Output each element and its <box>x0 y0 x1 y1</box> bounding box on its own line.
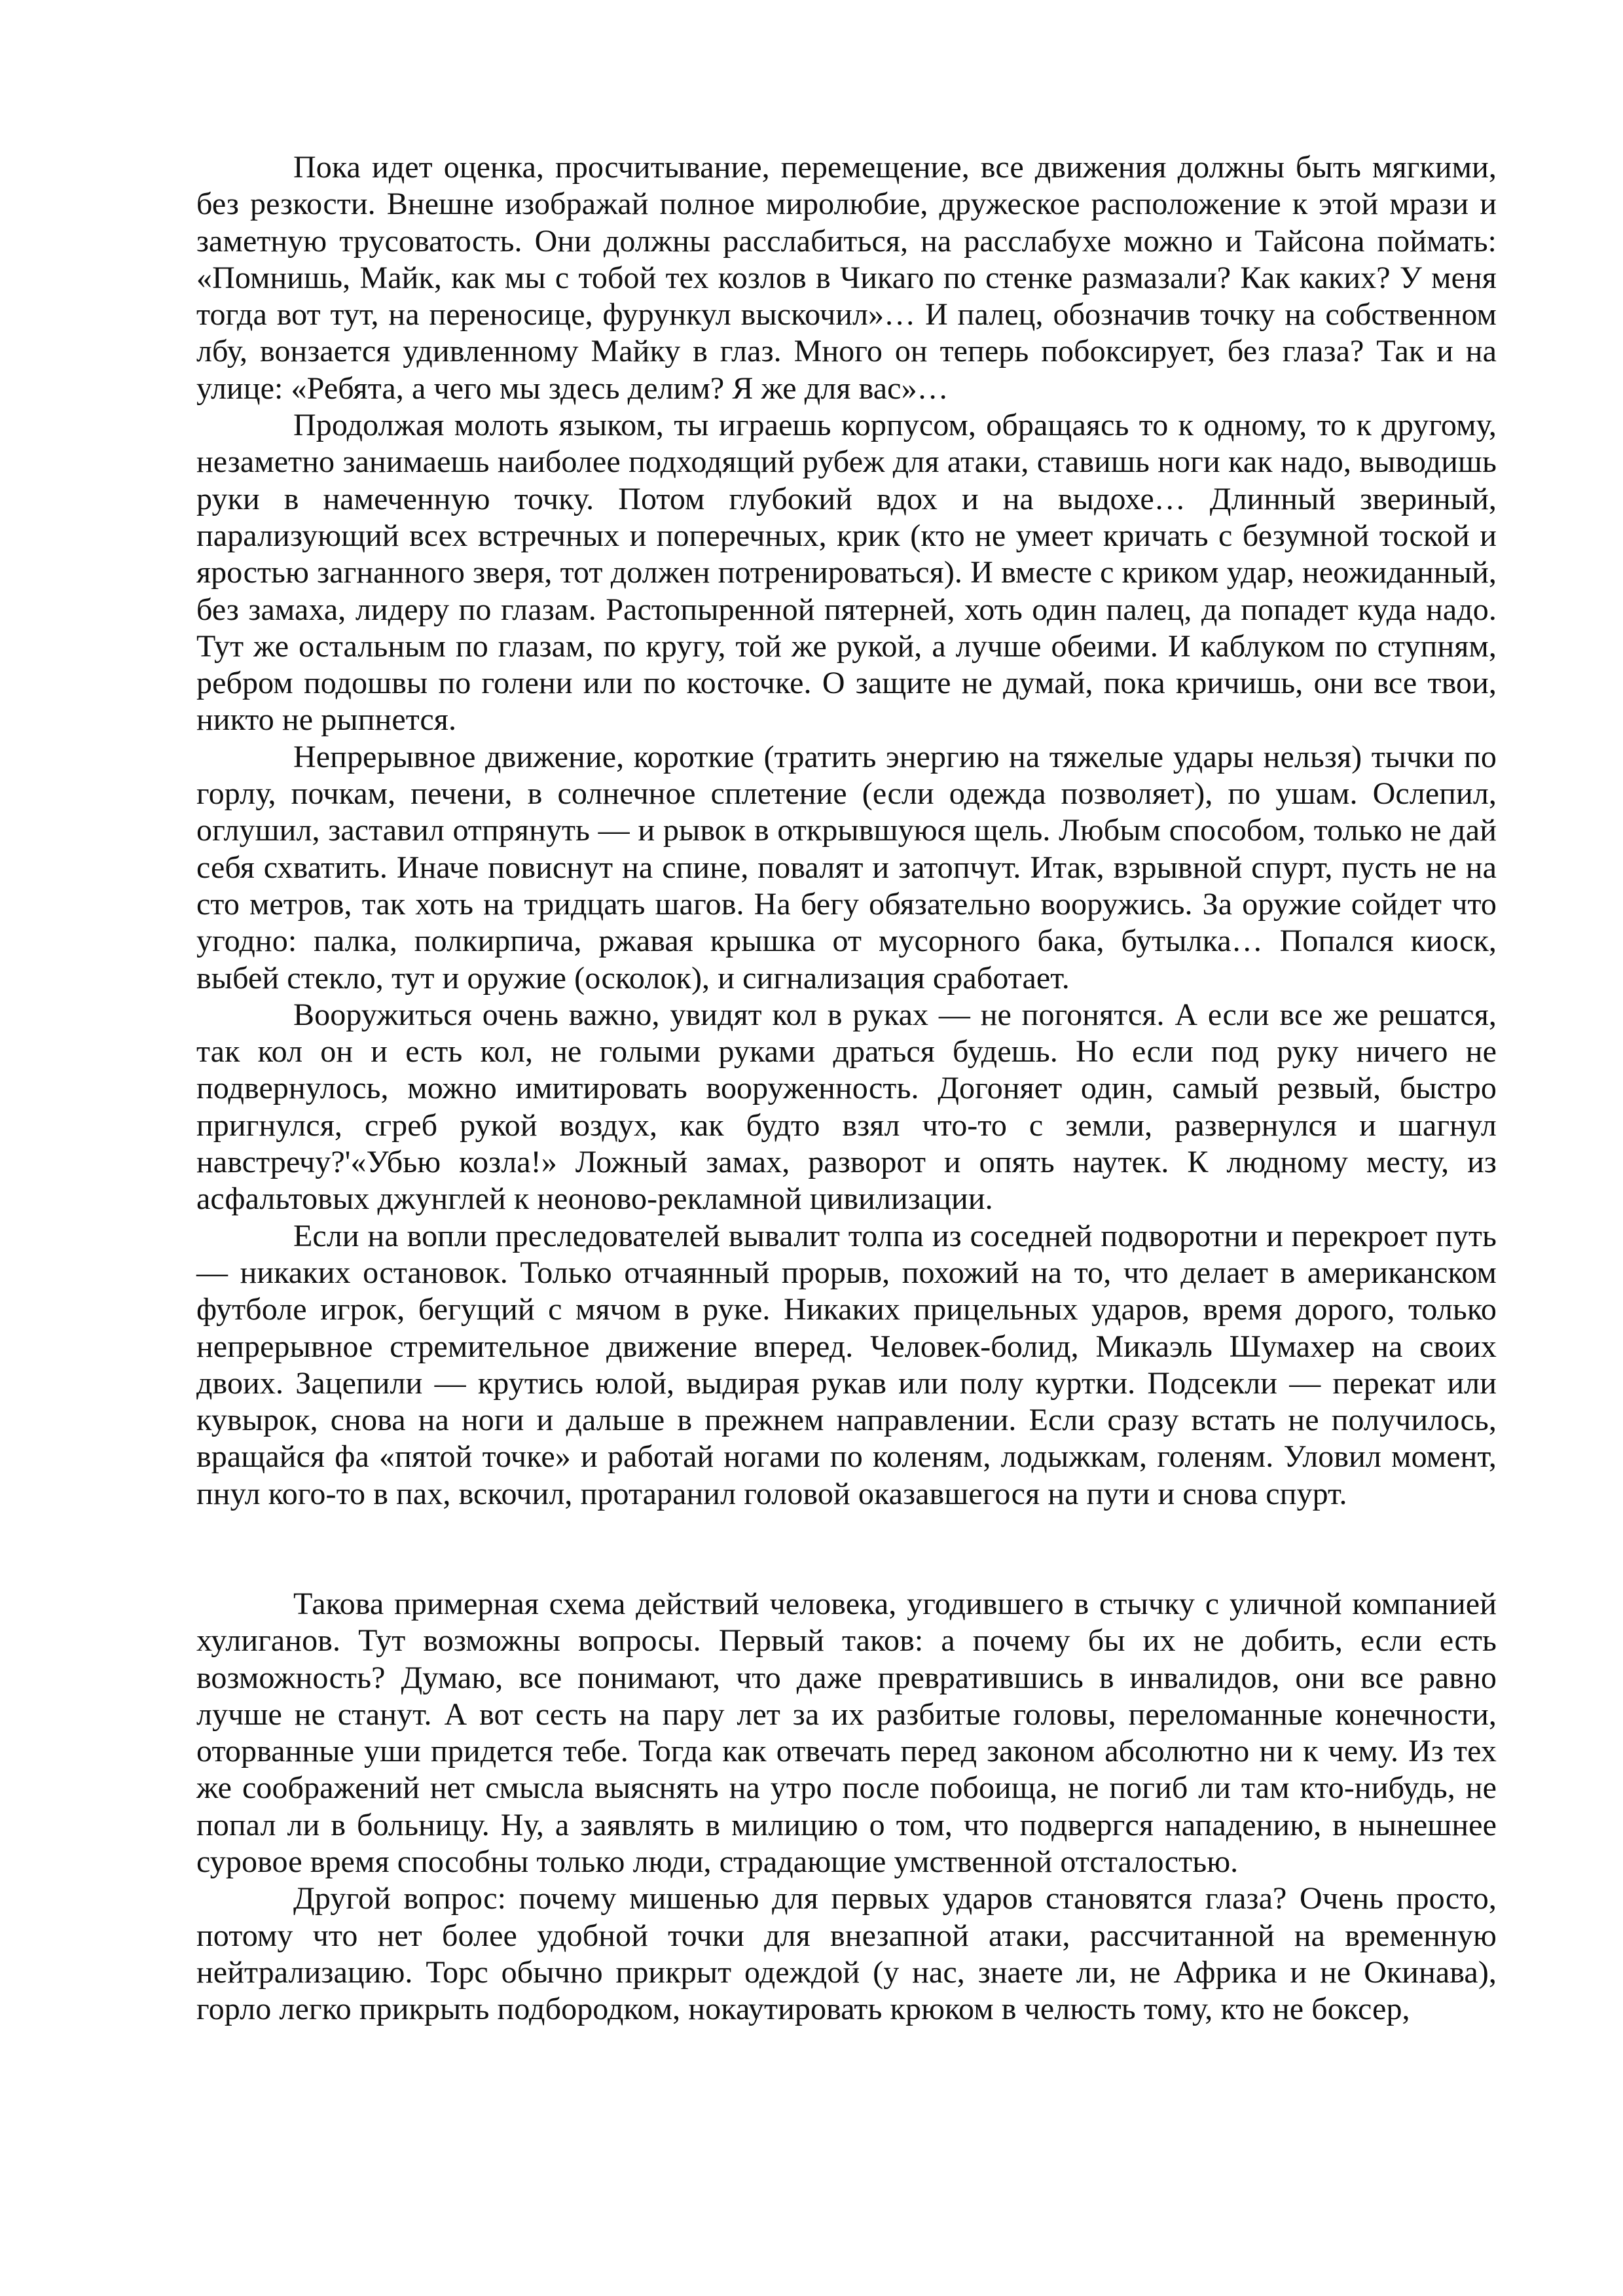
paragraph: Другой вопрос: почему мишенью для первых ударов становятся глаза? Очень просто, потому что нет более удобной точки для внезапной атаки, рассчитанной на временную нейтрализацию. Торс обычно прикрыт одеждой (у нас, знаете ли, не Африка и не Окинава), горло легко прикрыть подбородком, нокаутировать крюком в челюсть тому, кто не боксер, <box>196 1881 1497 2027</box>
paragraph: Вооружиться очень важно, увидят кол в руках — не погонятся. А если все же решатся, так кол он и есть кол, не голыми руками драться будешь. Но если под руку ничего не подвернулось, можно имитировать вооруженность. Догоняет один, самый резвый, быстро пригнулся, сгреб рукой воздух, как будто взял что-то с земли, развернулся и шагнул навстречу?'«Убью козла!» Ложный замах, разворот и опять наутек. К людному месту, из асфальтовых джунглей к неоново-рекламной цивилизации. <box>196 997 1497 1217</box>
paragraph: Такова примерная схема действий человека, угодившего в стычку с уличной компанией хулиганов. Тут возможны вопросы. Первый таков: а почему бы их не добить, если есть возможность? Думаю, все понимают, что даже превратившись в инвалидов, они все равно лучше не станут. А вот сесть на пару лет за их разбитые головы, переломанные конечности, оторванные уши придется тебе. Тогда как отвечать перед законом абсолютно ни к чему. Из тех же соображений нет смысла выяснять на утро после побоища, не погиб ли там кто-нибудь, не попал ли в больницу. Ну, а заявлять в милицию о том, что подвергся нападению, в нынешнее суровое время способны только люди, страдающие умственной отсталостью. <box>196 1586 1497 1880</box>
paragraph: Продолжая молоть языком, ты играешь корпусом, обращаясь то к одному, то к другому, незаметно занимаешь наиболее подходящий рубеж для атаки, ставишь ноги как надо, выводишь руки в намеченную точку. Потом глубокий вдох и на выдохе… Длинный звериный, парализующий всех встречных и поперечных, крик (кто не умеет кричать с безумной тоской и яростью загнанного зверя, тот должен потренироваться). И вместе с криком удар, неожиданный, без замаха, лидеру по глазам. Растопыренной пятерней, хоть один палец, да попадет куда надо. Тут же остальным по глазам, по кругу, той же рукой, а лучше обеими. И каблуком по ступням, ребром подошвы по голени или по косточке. О защите не думай, пока кричишь, они все твои, никто не рыпнется. <box>196 408 1497 738</box>
document-page <box>196 149 1497 2028</box>
paragraph: Непрерывное движение, короткие (тратить энергию на тяжелые удары нельзя) тычки по горлу, почкам, печени, в солнечное сплетение (если одежда позволяет), по ушам. Ослепил, оглушил, заставил отпрянуть — и рывок в открывшуюся щель. Любым способом, только не дай себя схватить. Иначе повиснут на спине, повалят и затопчут. Итак, взрывной спурт, пусть не на сто метров, так хоть на тридцать шагов. На бегу обязательно вооружись. За оружие сойдет что угодно: палка, полкирпича, ржавая крышка от мусорного бака, бутылка… Попался киоск, выбей стекло, тут и оружие (осколок), и сигнализация сработает. <box>196 739 1497 996</box>
paragraph: Если на вопли преследователей вывалит толпа из соседней подворотни и перекроет путь — никаких остановок. Только отчаянный прорыв, похожий на то, что делает в американском футболе игрок, бегущий с мячом в руке. Никаких прицельных ударов, время дорого, только непрерывное стремительное движение вперед. Человек-болид, Микаэль Шумахер на своих двоих. Зацепили — крутись юлой, выдирая рукав или полу куртки. Подсекли — перекат или кувырок, снова на ноги и дальше в прежнем направлении. Если сразу встать не получилось, вращайся фа «пятой точке» и работай ногами по коленям, лодыжкам, голеням. Уловил момент, пнул кого-то в пах, вскочил, протаранил головой оказавшегося на пути и снова спурт. <box>196 1218 1497 1511</box>
paragraph: Пока идет оценка, просчитывание, перемещение, все движения должны быть мягкими, без резкости. Внешне изображай полное миролюбие, дружеское расположение к этой мрази и заметную трусоватость. Они должны расслабиться, на расслабухе можно и Тайсона поймать: «Помнишь, Майк, как мы с тобой тех козлов в Чикаго по стенке размазали? Как каких? У меня тогда вот тут, на переносице, фурункул выскочил»… И палец, обозначив точку на собственном лбу, вонзается удивленному Майку в глаз. Много он теперь побоксирует, без глаза? Так и на улице: «Ребята, а чего мы здесь делим? Я же для вас»… <box>196 150 1497 406</box>
section-break <box>196 1513 1497 1586</box>
